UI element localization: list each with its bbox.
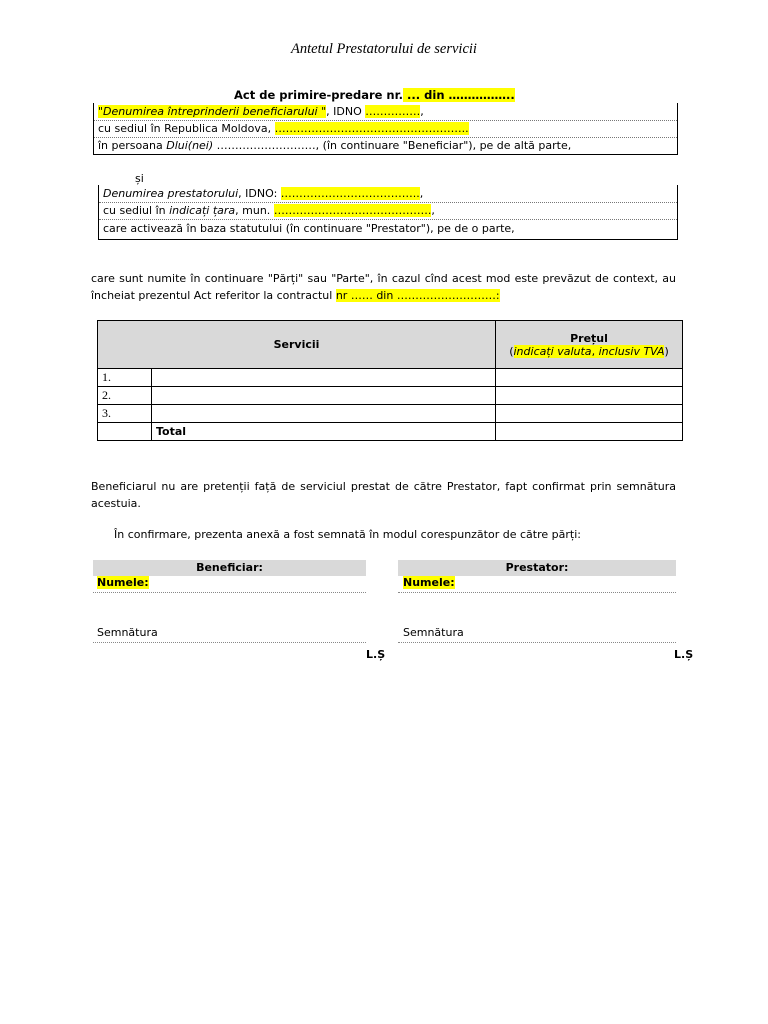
column-header-services: Servicii — [98, 321, 496, 369]
separator: , — [591, 344, 599, 358]
and-word: și — [135, 172, 144, 185]
representative-title: Dlui(nei) — [166, 139, 214, 152]
vat-note: inclusiv TVA — [598, 344, 665, 358]
idno-label: , IDNO — [326, 105, 366, 118]
provider-signature-header: Prestator: — [398, 560, 676, 576]
address-label: cu sediul în Republica Moldova, — [98, 122, 275, 135]
beneficiary-signature-header: Beneficiar: — [93, 560, 366, 576]
representative-rest: ………………………, (în continuare "Beneficiar"), pe de altă parte, — [213, 139, 572, 152]
table-row — [98, 369, 683, 387]
intro-text: care sunt numite în continuare "Părți" sau "Parte", în cazul cînd acest mod este prevăzut de context, au încheiat prezentul Act referitor la contractul — [91, 272, 676, 302]
beneficiary-stamp: L.Ș — [366, 648, 386, 661]
provider-stamp: L.Ș — [674, 648, 694, 661]
comma: , — [419, 187, 424, 200]
beneficiary-block — [93, 103, 678, 155]
beneficiary-name-label: Numele: — [97, 576, 149, 589]
beneficiary-signature-label: Semnătura — [97, 626, 158, 639]
beneficiary-address-placeholder: …………………………………………….. — [274, 122, 469, 135]
document-header-title: Antetul Prestatorului de servicii — [291, 41, 477, 57]
total-label: Total — [152, 423, 496, 441]
beneficiary-name-placeholder: "Denumirea întreprinderii beneficiarului " — [98, 105, 327, 118]
beneficiary-signature-line[interactable] — [93, 642, 366, 643]
representative-label: în persoana — [98, 139, 167, 152]
comma: , — [420, 105, 424, 118]
table-row — [98, 387, 683, 405]
price-cell[interactable] — [496, 369, 683, 387]
intro-paragraph — [91, 270, 676, 304]
beneficiary-line-address — [98, 120, 677, 137]
country-placeholder: indicați țara — [169, 204, 236, 217]
idno-label: , IDNO: — [238, 187, 281, 200]
currency-note: indicați valuta — [513, 344, 592, 358]
row-number: 1. — [98, 369, 152, 387]
column-header-price — [496, 321, 683, 369]
provider-name-label: Denumirea prestatorului — [103, 187, 239, 200]
price-cell[interactable] — [496, 387, 683, 405]
contract-number-placeholder: nr …… din ………………………: — [335, 289, 500, 302]
table-total-row — [98, 423, 683, 441]
provider-city-placeholder: ……………………………………. — [273, 204, 432, 217]
beneficiary-line-representative — [98, 137, 677, 154]
service-cell[interactable] — [152, 405, 496, 423]
act-title — [234, 88, 515, 102]
provider-line-name — [103, 185, 677, 202]
paren-close: ) — [664, 344, 669, 358]
beneficiary-line-name — [98, 103, 677, 120]
provider-line-statute: care activează în baza statutului (în continuare "Prestator"), pe de o parte, — [103, 222, 515, 235]
total-cell[interactable] — [496, 423, 683, 441]
service-cell[interactable] — [152, 387, 496, 405]
provider-name-line[interactable] — [398, 592, 676, 593]
price-label: Prețul — [570, 331, 608, 345]
provider-idno-placeholder: ……………………………….. — [280, 187, 420, 200]
closing-paragraph: Beneficiarul nu are pretenții față de serviciul prestat de către Prestator, fapt confirmat prin semnătura acestuia. — [91, 480, 676, 510]
address-label: cu sediul în — [103, 204, 170, 217]
provider-name-label: Numele: — [403, 576, 455, 589]
beneficiary-name-line[interactable] — [93, 592, 366, 593]
act-title-prefix: Act de primire-predare nr. — [234, 88, 404, 102]
empty-cell — [98, 423, 152, 441]
city-label: , mun. — [235, 204, 274, 217]
service-cell[interactable] — [152, 369, 496, 387]
paren-open: ( — [509, 344, 514, 358]
act-date-placeholder: din …………….. — [424, 88, 515, 102]
act-number-placeholder: ... — [403, 88, 425, 102]
provider-block — [98, 185, 678, 240]
table-header-row — [98, 321, 683, 369]
row-number: 2. — [98, 387, 152, 405]
price-cell[interactable] — [496, 405, 683, 423]
table-row — [98, 405, 683, 423]
confirmation-text: În confirmare, prezenta anexă a fost semnată în modul corespunzător de către părți: — [114, 528, 581, 541]
provider-signature-label: Semnătura — [403, 626, 464, 639]
row-number: 3. — [98, 405, 152, 423]
beneficiary-idno-placeholder: …………… — [365, 105, 421, 118]
price-note — [500, 345, 678, 358]
provider-signature-line[interactable] — [398, 642, 676, 643]
comma: , — [431, 204, 435, 217]
services-table — [97, 320, 683, 441]
provider-line-address — [103, 202, 677, 219]
